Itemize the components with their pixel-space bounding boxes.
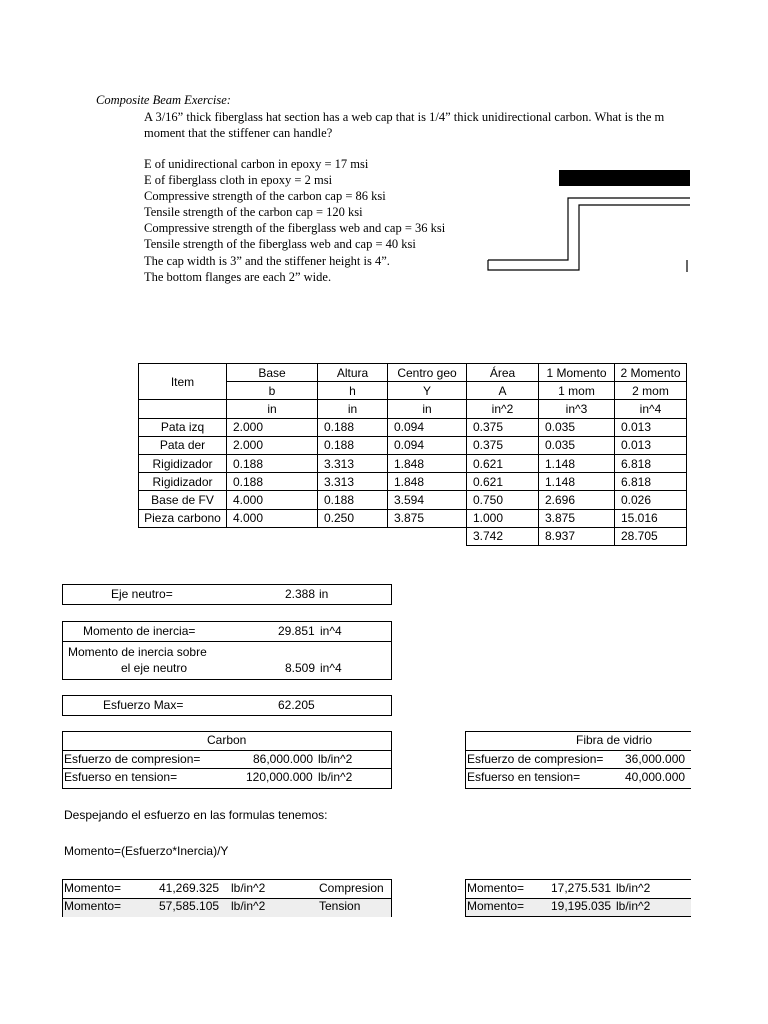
section-properties-table (138, 363, 687, 546)
table-row (139, 509, 687, 527)
table-row (139, 454, 687, 472)
spec-list (144, 156, 445, 285)
momento-label: Momento= (64, 899, 122, 913)
momento-type: Tension (319, 899, 361, 913)
row-value: 2.000 (227, 436, 318, 454)
inercia-box (62, 621, 392, 680)
carbon-comp-unit: lb/in^2 (318, 752, 353, 766)
row-value: 0.094 (388, 436, 467, 454)
row-value: 0.013 (615, 436, 687, 454)
momento-label: Momento= (64, 881, 122, 895)
table-row (139, 418, 687, 436)
formula-text: Momento=(Esfuerzo*Inercia)/Y (64, 844, 229, 858)
row-value: 0.621 (467, 454, 539, 472)
row-item: Pieza carbono (139, 509, 227, 527)
carbon-comp-value: 86,000.000 (253, 752, 314, 766)
row-value: 4.000 (227, 509, 318, 527)
eje-neutro-box (62, 584, 392, 605)
momento-label: Momento= (467, 899, 525, 913)
momento-unit: lb/in^2 (231, 899, 266, 913)
total-second-moment: 28.705 (615, 527, 687, 545)
row-value: 0.188 (318, 491, 388, 509)
row-value: 0.188 (318, 436, 388, 454)
carbon-tens-label: Esfuerso en tension= (64, 770, 178, 784)
momentos-carbon-box (62, 879, 392, 917)
row-item: Pata der (139, 436, 227, 454)
fibra-tens-label: Esfuerso en tension= (467, 770, 581, 784)
momento-unit: lb/in^2 (616, 881, 651, 895)
table-row (139, 491, 687, 509)
spec-line: The cap width is 3” and the stiffener height is 4”. (144, 253, 390, 268)
row-value: 0.621 (467, 473, 539, 491)
spec-line: Compressive strength of the fiberglass web and cap = 36 ksi (144, 221, 446, 236)
inercia-ne-unit: in^4 (320, 661, 342, 675)
spec-line: Tensile strength of the fiberglass web and cap = 40 ksi (144, 237, 416, 252)
total-area: 3.742 (467, 527, 539, 545)
spec-line: Compressive strength of the carbon cap = 86 ksi (144, 189, 386, 204)
row-value: 2.000 (227, 418, 318, 436)
row-value: 2.696 (539, 491, 615, 509)
momento-type: Compresion (319, 881, 384, 895)
col-header: Centro geo (388, 364, 467, 382)
row-value: 0.750 (467, 491, 539, 509)
carbon-title: Carbon (207, 733, 247, 747)
eje-neutro-unit: in (319, 587, 329, 601)
row-value: 0.026 (615, 491, 687, 509)
momento-value: 41,269.325 (159, 881, 220, 895)
row-value: 0.375 (467, 436, 539, 454)
esfuerzo-max-box (62, 695, 392, 716)
row-value: 6.818 (615, 454, 687, 472)
problem-statement (144, 109, 690, 141)
row-value: 0.035 (539, 418, 615, 436)
col-header: 1 Momento (539, 364, 615, 382)
row-item: Rigidizador (139, 454, 227, 472)
col-unit: in^3 (539, 400, 615, 418)
momento-value: 17,275.531 (551, 881, 612, 895)
col-unit: in (388, 400, 467, 418)
row-value: 1.848 (388, 454, 467, 472)
row-value: 0.188 (227, 473, 318, 491)
col-header: Base (227, 364, 318, 382)
col-unit: in^2 (467, 400, 539, 418)
esfuerzo-max-value: 62.205 (278, 698, 315, 712)
problem-line-2: moment that the stiffener can handle? (144, 126, 333, 140)
inercia-ne-label-1: Momento de inercia sobre (68, 645, 207, 659)
fibra-title: Fibra de vidrio (576, 733, 653, 747)
table-row (139, 473, 687, 491)
carbon-comp-label: Esfuerzo de compresion= (64, 752, 201, 766)
row-item: Rigidizador (139, 473, 227, 491)
fibra-tens-value: 40,000.000 (625, 770, 686, 784)
momento-value: 57,585.105 (159, 899, 220, 913)
momento-label: Momento= (467, 881, 525, 895)
row-value: 3.594 (388, 491, 467, 509)
col-header: Altura (318, 364, 388, 382)
empty-cell (139, 400, 227, 418)
momentos-fibra-box (465, 879, 691, 917)
spec-line: E of unidirectional carbon in epoxy = 17 msi (144, 157, 369, 171)
col-symbol: b (227, 382, 318, 400)
momento-unit: lb/in^2 (616, 899, 651, 913)
col-symbol: 1 mom (539, 382, 615, 400)
col-unit: in (318, 400, 388, 418)
row-value: 3.875 (388, 509, 467, 527)
fibra-comp-value: 36,000.000 (625, 752, 686, 766)
problem-line-1: A 3/16” thick fiberglass hat section has a web cap that is 1/4” thick unidirectional carbon. What is the m (144, 110, 665, 124)
row-item: Base de FV (139, 491, 227, 509)
col-unit: in (227, 400, 318, 418)
row-value: 3.313 (318, 473, 388, 491)
inercia-ne-label-2: el eje neutro (121, 661, 188, 675)
col-symbol: h (318, 382, 388, 400)
row-value: 0.188 (318, 418, 388, 436)
row-value: 6.818 (615, 473, 687, 491)
spec-line: The bottom flanges are each 2” wide. (144, 269, 332, 284)
table-row (139, 436, 687, 454)
fibra-properties-box (465, 731, 691, 789)
carbon-properties-box (62, 731, 392, 789)
col-symbol: A (467, 382, 539, 400)
carbon-cap (559, 170, 690, 186)
momento-value: 19,195.035 (551, 899, 612, 913)
exercise-title: Composite Beam Exercise: (96, 93, 231, 107)
row-value: 1.000 (467, 509, 539, 527)
inercia-label: Momento de inercia= (83, 624, 196, 638)
row-value: 0.013 (615, 418, 687, 436)
row-value: 3.875 (539, 509, 615, 527)
hat-section-diagram (486, 168, 692, 276)
row-value: 0.250 (318, 509, 388, 527)
eje-neutro-value: 2.388 (285, 587, 316, 601)
fibra-comp-label: Esfuerzo de compresion= (467, 752, 604, 766)
eje-neutro-label: Eje neutro= (111, 587, 173, 601)
despejando-text: Despejando el esfuerzo en las formulas tenemos: (64, 808, 328, 822)
row-value: 4.000 (227, 491, 318, 509)
row-value: 1.148 (539, 473, 615, 491)
spec-line: Tensile strength of the carbon cap = 120 ksi (144, 205, 363, 220)
row-value: 1.848 (388, 473, 467, 491)
row-value: 15.016 (615, 509, 687, 527)
inercia-ne-value: 8.509 (285, 661, 316, 675)
carbon-tens-unit: lb/in^2 (318, 770, 353, 784)
total-first-moment: 8.937 (539, 527, 615, 545)
carbon-tens-value: 120,000.000 (246, 770, 313, 784)
esfuerzo-max-label: Esfuerzo Max= (103, 698, 184, 712)
col-symbol: Y (388, 382, 467, 400)
inercia-unit: in^4 (320, 624, 342, 638)
row-value: 3.313 (318, 454, 388, 472)
hat-section-inner (488, 198, 690, 260)
momento-unit: lb/in^2 (231, 881, 266, 895)
col-symbol: 2 mom (615, 382, 687, 400)
row-value: 1.148 (539, 454, 615, 472)
row-value: 0.035 (539, 436, 615, 454)
col-header: Área (467, 364, 539, 382)
row-value: 0.188 (227, 454, 318, 472)
spec-line: E of fiberglass cloth in epoxy = 2 msi (144, 173, 333, 188)
row-value: 0.375 (467, 418, 539, 436)
row-item: Pata izq (139, 418, 227, 436)
inercia-value: 29.851 (278, 624, 315, 638)
item-header: Item (139, 364, 227, 400)
col-header: 2 Momento (615, 364, 687, 382)
row-value: 0.094 (388, 418, 467, 436)
col-unit: in^4 (615, 400, 687, 418)
